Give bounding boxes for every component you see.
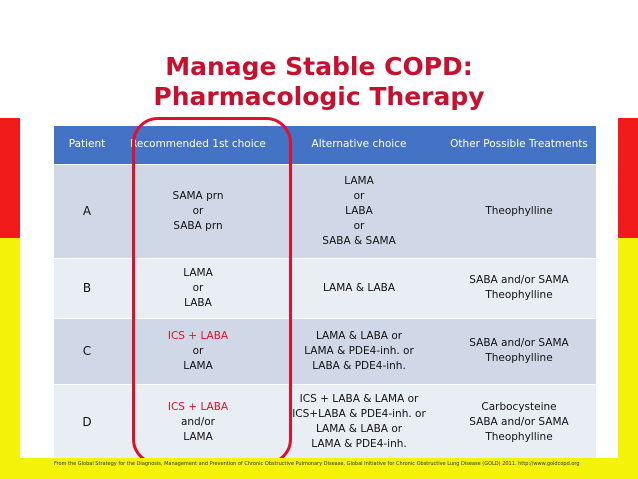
patient-cell: B bbox=[54, 258, 120, 318]
cell-line: LAMA & PDE4-inh. bbox=[311, 438, 407, 451]
other-cell bbox=[442, 318, 596, 384]
other-cell bbox=[442, 384, 596, 460]
cell-line: LAMA bbox=[344, 174, 374, 187]
cell-line: or bbox=[192, 204, 204, 217]
header-first-choice: Recommended 1st choice bbox=[120, 126, 276, 164]
cell-line: LABA bbox=[184, 296, 212, 309]
header-patient: Patient bbox=[54, 126, 120, 164]
other-cell bbox=[442, 258, 596, 318]
cell-line: Theophylline bbox=[485, 204, 553, 217]
alternative-cell bbox=[276, 258, 442, 318]
cell-line: ICS + LABA bbox=[167, 329, 229, 342]
patient-cell: C bbox=[54, 318, 120, 384]
cell-line: Theophylline bbox=[485, 352, 553, 364]
alternative-cell bbox=[276, 164, 442, 258]
cell-line: Theophylline bbox=[485, 430, 553, 443]
cell-line: ICS + LABA & LAMA or bbox=[299, 393, 419, 406]
cell-line: or bbox=[192, 281, 204, 294]
cell-line: and/or bbox=[180, 415, 216, 428]
header-other: Other Possible Treatments bbox=[442, 126, 596, 164]
cell-line: Carbocysteine bbox=[481, 400, 557, 413]
alternative-cell bbox=[276, 318, 442, 384]
cell-line: ICS + LABA bbox=[167, 400, 229, 413]
cell-line: LAMA & PDE4-inh. or bbox=[304, 344, 414, 357]
cell-line: SABA prn bbox=[173, 219, 223, 232]
cell-line: LAMA & LABA or bbox=[315, 423, 403, 436]
cell-line: SAMA prn bbox=[172, 189, 224, 202]
first-choice-highlight-outline bbox=[132, 117, 292, 465]
patient-cell: D bbox=[54, 384, 120, 460]
patient-cell: A bbox=[54, 164, 120, 258]
cell-line: LAMA bbox=[183, 266, 213, 279]
cell-line: or bbox=[192, 344, 204, 357]
cell-line: Theophylline bbox=[485, 289, 553, 301]
alternative-cell bbox=[276, 384, 442, 460]
cell-line: or bbox=[353, 189, 365, 202]
other-cell bbox=[442, 164, 596, 258]
cell-line: SABA and/or SAMA bbox=[469, 274, 569, 286]
footer-citation: From the Global Strategy for the Diagnosis, Management and Prevention of Chronic Obstructive Pulmonary Disease, Global Initiative for Chronic Obstructive Lung Disease (GOLD) 2011. http://www.goldcopd.org bbox=[54, 461, 580, 467]
cell-line: LAMA bbox=[183, 430, 213, 443]
cell-line: ICS+LABA & PDE4-inh. or bbox=[292, 408, 426, 421]
cell-line: LAMA & LABA bbox=[322, 281, 396, 294]
cell-line: LAMA bbox=[183, 359, 213, 372]
cell-line: SABA & SAMA bbox=[322, 234, 396, 247]
cell-line: SABA and/or SAMA bbox=[469, 415, 569, 428]
cell-line: LAMA & LABA or bbox=[315, 329, 403, 342]
cell-line: LABA bbox=[345, 204, 373, 217]
header-alternative: Alternative choice bbox=[276, 126, 442, 164]
cell-line: LABA & PDE4-inh. bbox=[312, 359, 406, 372]
cell-line: or bbox=[353, 219, 365, 232]
cell-line: SABA and/or SAMA bbox=[469, 337, 569, 349]
slide bbox=[20, 0, 618, 479]
slide-title: Manage Stable COPD: Pharmacologic Therapy bbox=[153, 52, 485, 111]
